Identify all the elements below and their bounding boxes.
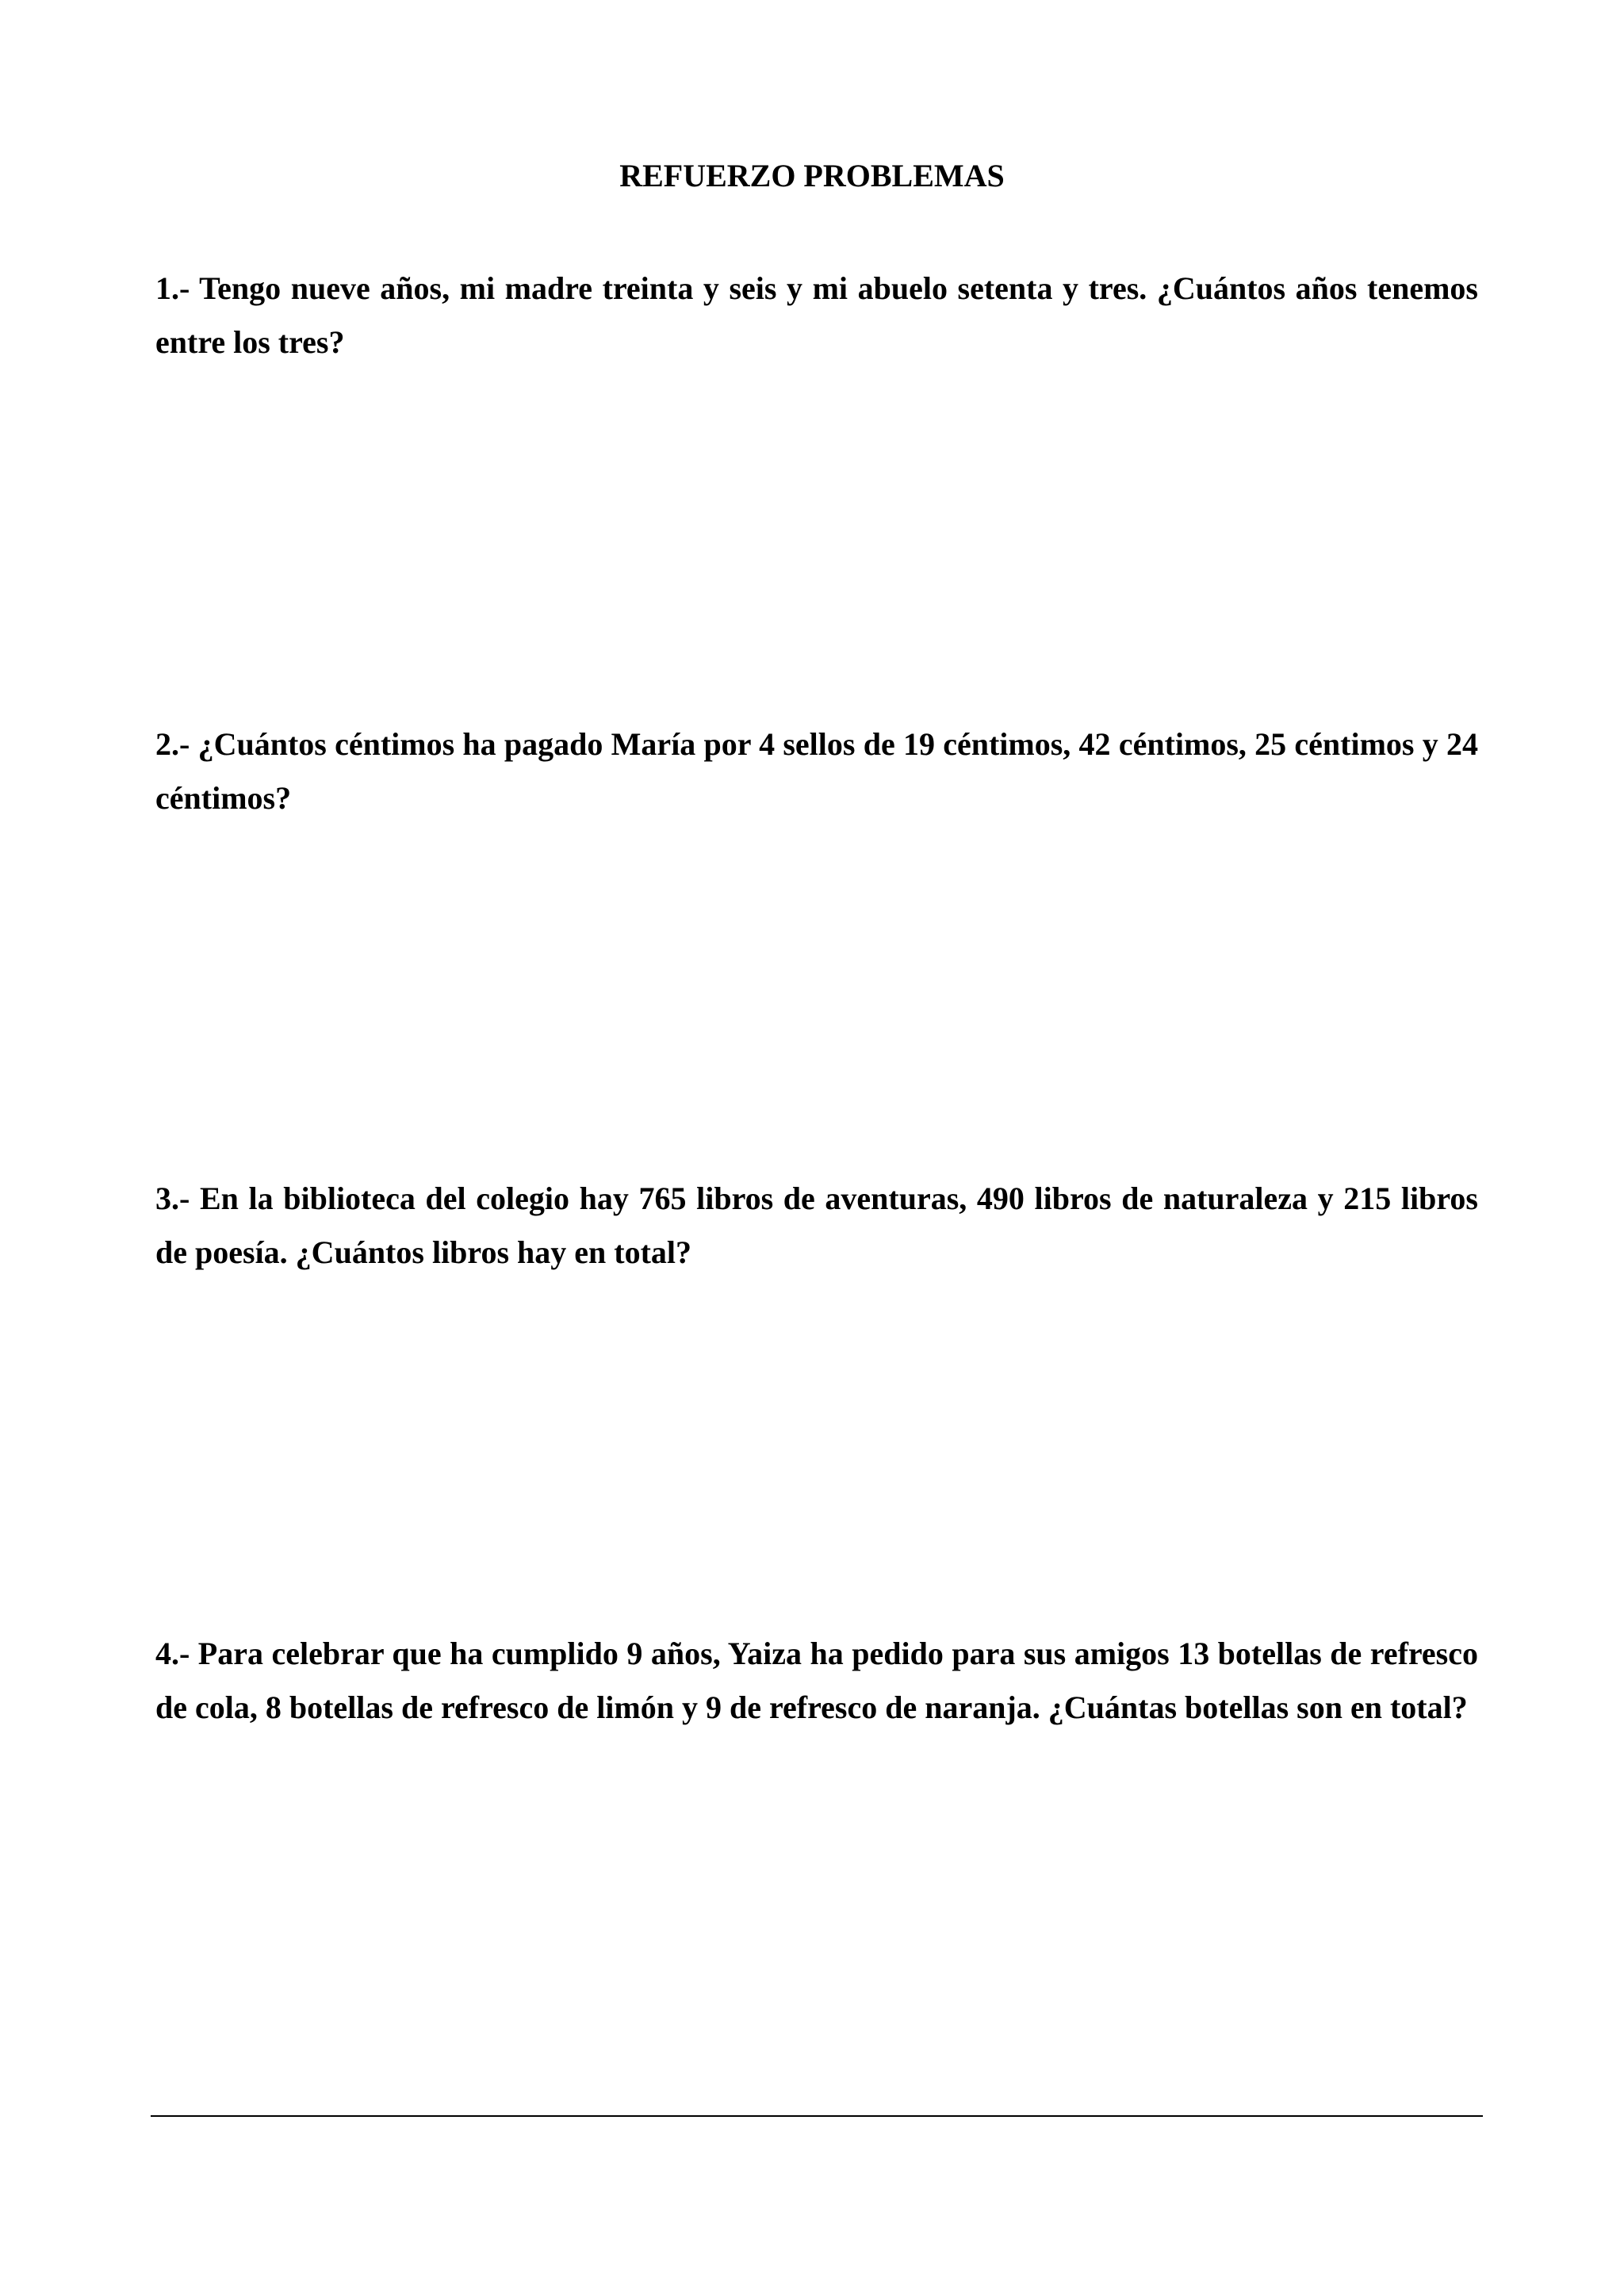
problem-4: 4.- Para celebrar que ha cumplido 9 años, Yaiza ha pedido para sus amigos 13 botellas de refresco de cola, 8 botellas de refresco de limón y 9 de refresco de naranja. ¿Cuántas botellas son en total?	[155, 1636, 1478, 1725]
problem-1: 1.- Tengo nueve años, mi madre treinta y seis y mi abuelo setenta y tres. ¿Cuántos años tenemos entre los tres?	[155, 270, 1478, 360]
problem-3: 3.- En la biblioteca del colegio hay 765 libros de aventuras, 490 libros de naturaleza y 215 libros de poesía. ¿Cuántos libros hay en total?	[155, 1181, 1478, 1270]
problem-2: 2.- ¿Cuántos céntimos ha pagado María por 4 sellos de 19 céntimos, 42 céntimos, 25 céntimos y 24 céntimos?	[155, 726, 1478, 816]
footer-divider	[151, 2115, 1483, 2117]
page-title: REFUERZO PROBLEMAS	[619, 158, 1005, 193]
